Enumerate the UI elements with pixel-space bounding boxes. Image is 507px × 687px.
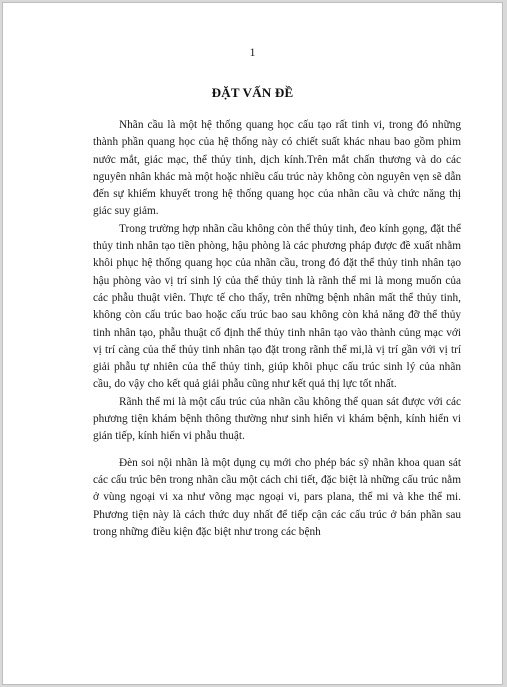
- document-page: [2, 2, 503, 685]
- page-title: ĐẶT VẤN ĐỀ: [211, 85, 294, 100]
- page-number: 1: [249, 45, 256, 59]
- paragraph-3: Rãnh thể mi là một cấu trúc của nhãn cầu không thể quan sát được với các phương tiện khám bệnh thông thường như sinh hiển vi khám bệnh, kính hiển vi gián tiếp, kính hiển vi phẫu thuật.: [93, 395, 461, 443]
- paragraph-4: Đèn soi nội nhãn là một dụng cụ mới cho phép bác sỹ nhãn khoa quan sát các cấu trúc bên trong nhãn cầu một cách chi tiết, đặc biệt là những cấu trúc nằm ở vùng ngoại vi xa như võng mạc ngoại vi, pars plana, thể mi và khe thể mi. Phương tiện này là cách thức duy nhất để tiếp cận các cấu trúc ở bán phần sau trong những điều kiện đặc biệt như trong các bệnh: [93, 456, 461, 538]
- paragraph-2: Trong trường hợp nhãn cầu không còn thể thủy tinh, đeo kính gọng, đặt thể thủy tinh nhân tạo tiền phòng, hậu phòng là các phương pháp được đề xuất nhằm khôi phục hệ thống quang học của nhãn cầu, trong đó đặt thể thủy tinh nhân tạo hậu phòng vào vị trí sinh lý của thể thủy tinh là rãnh thể mi là mong muốn của các phẫu thuật viên. Thực tế cho thấy, trên những bệnh nhân mất thể thủy tinh, không còn cấu trúc bao hoặc cấu trúc bao sau không còn khả năng đỡ thể thủy tinh nhân tạo, phẫu thuật cố định thể thủy tinh nhân tạo vào thành củng mạc với vị trí càng của thể thủy tinh nhân tạo đặt trong rãnh thể mi,là vị trí gần với vị trí giải phẫu tự nhiên của thể thủy tinh, giúp khôi phục cấu trúc sinh lý của nhãn cầu, do vậy cho kết quả giải phẫu cũng như kết quả thị lực tốt nhất.: [93, 222, 461, 391]
- body-text: [93, 117, 461, 541]
- paragraph-1: Nhãn cầu là một hệ thống quang học cấu tạo rất tinh vi, trong đó những thành phần quang học của hệ thống này có chiết suất khác nhau bao gồm phim nước mắt, giác mạc, thể thủy tinh, dịch kính.Trên mắt chấn thương và do các nguyên nhân khác mà một hoặc nhiều cấu trúc này không còn nguyên vẹn sẽ dẫn đến sự khiếm khuyết trong hệ thống quang học của nhãn cầu và chức năng thị giác suy giảm.: [93, 119, 461, 218]
